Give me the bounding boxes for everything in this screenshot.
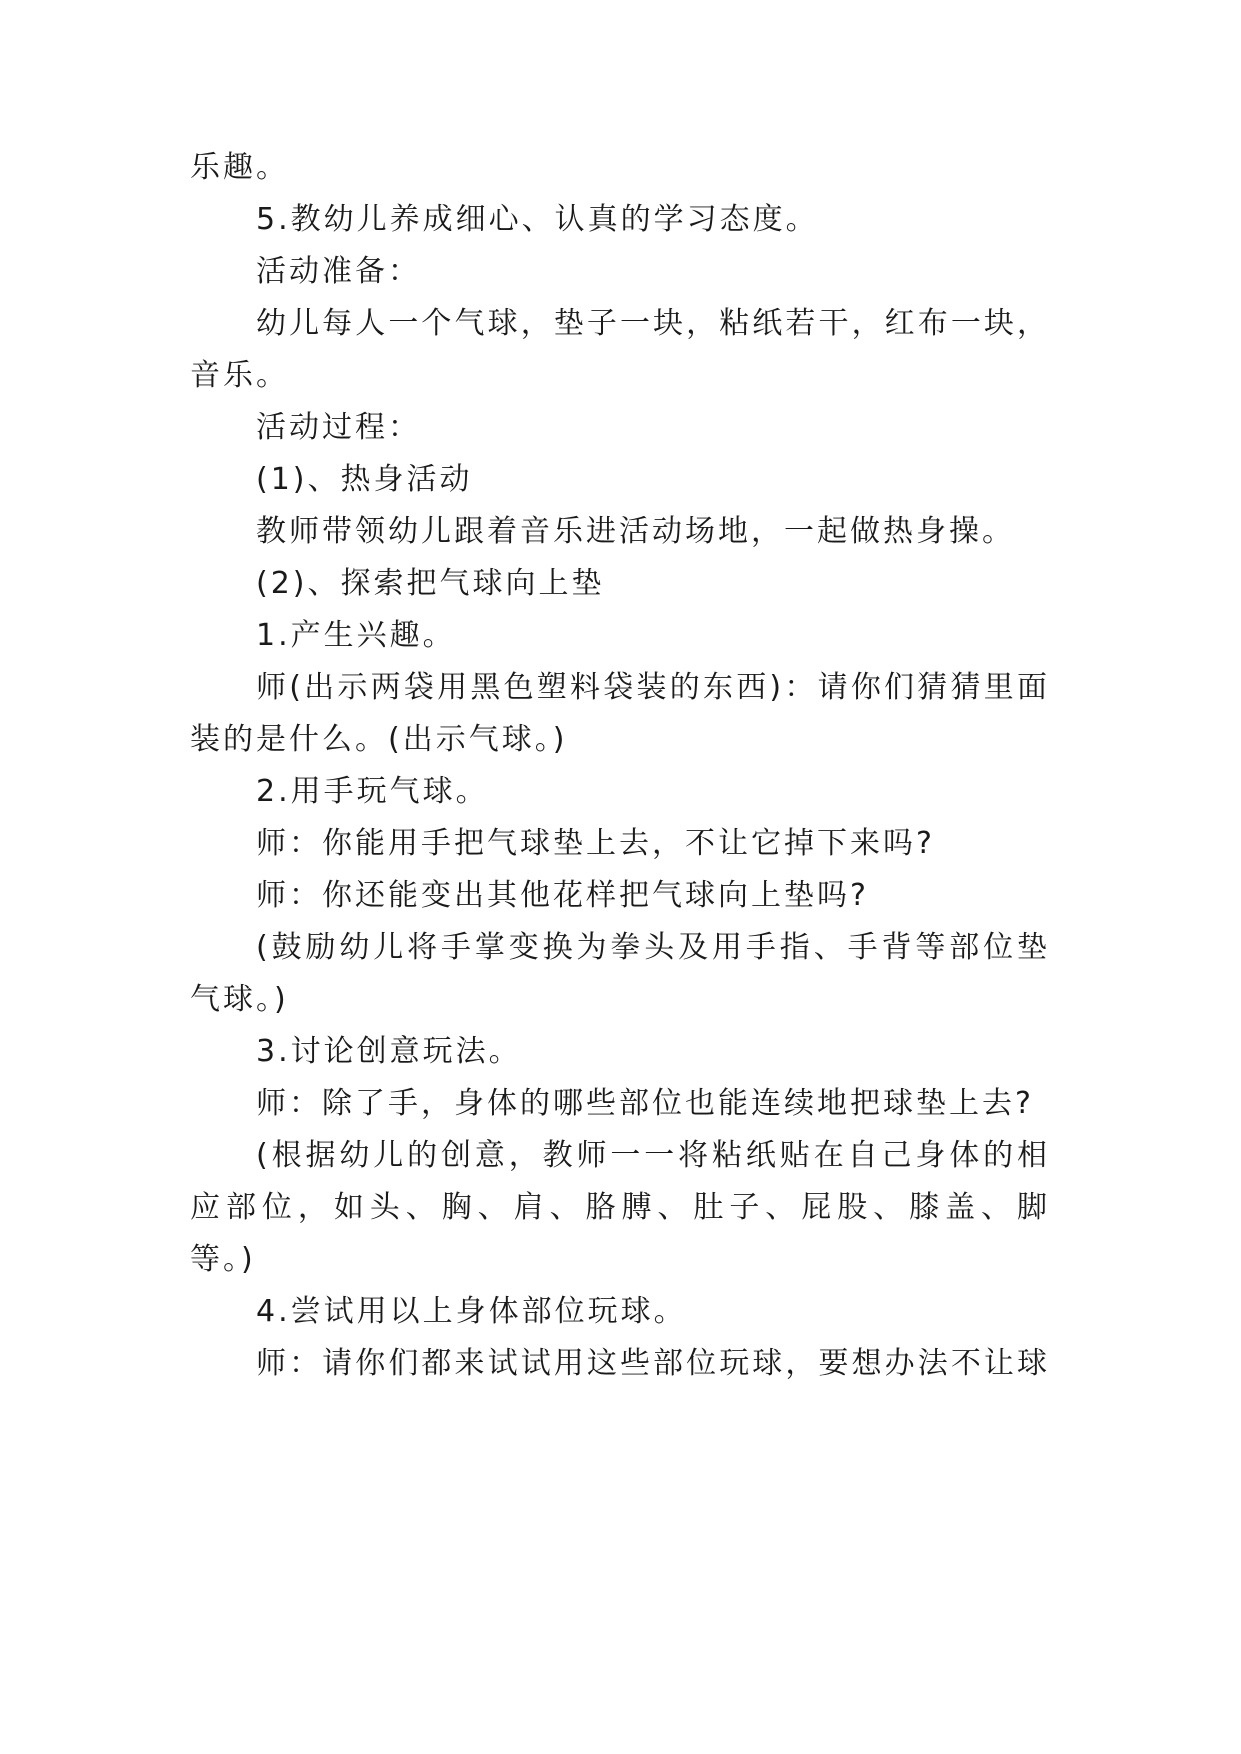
encouragement-note-end: 气球。) xyxy=(190,982,289,1017)
substep-1-text-end: 装的是什么。(出示气球。) xyxy=(190,722,568,757)
preparation-text: 幼儿每人一个气球，垫子一块，粘纸若干，红布一块， xyxy=(256,306,1050,341)
substep-3-heading: 3.讨论创意玩法。 xyxy=(256,1034,522,1069)
step-1-heading: (1)、热身活动 xyxy=(256,462,473,497)
teacher-question-1: 师：你能用手把气球垫上去，不让它掉下来吗? xyxy=(256,826,935,861)
teacher-instruction: 师：请你们都来试试用这些部位玩球，要想办法不让球 xyxy=(256,1346,1050,1381)
creative-note-continued: 应部位，如头、胸、肩、胳膊、肚子、屁股、膝盖、脚 xyxy=(190,1190,1050,1225)
creative-note-end: 等。) xyxy=(190,1242,256,1277)
step-2-heading: (2)、探索把气球向上垫 xyxy=(256,566,605,601)
encouragement-note: (鼓励幼儿将手掌变换为拳头及用手指、手背等部位垫 xyxy=(256,930,1050,965)
substep-2-heading: 2.用手玩气球。 xyxy=(256,774,489,809)
creative-note: (根据幼儿的创意，教师一一将粘纸贴在自己身体的相 xyxy=(256,1138,1050,1173)
teacher-question-3: 师：除了手，身体的哪些部位也能连续地把球垫上去? xyxy=(256,1086,1034,1121)
text-line-continuation: 乐趣。 xyxy=(190,150,289,185)
preparation-text-end: 音乐。 xyxy=(190,358,289,393)
substep-1-text: 师(出示两袋用黑色塑料袋装的东西)：请你们猜猜里面 xyxy=(256,670,1050,705)
substep-1-heading: 1.产生兴趣。 xyxy=(256,618,456,653)
step-1-text: 教师带领幼儿跟着音乐进活动场地，一起做热身操。 xyxy=(256,514,1015,549)
section-heading-preparation: 活动准备： xyxy=(256,254,421,289)
teacher-question-2: 师：你还能变出其他花样把气球向上垫吗? xyxy=(256,878,869,913)
substep-4-heading: 4.尝试用以上身体部位玩球。 xyxy=(256,1294,687,1329)
objective-5: 5.教幼儿养成细心、认真的学习态度。 xyxy=(256,202,819,237)
section-heading-process: 活动过程： xyxy=(256,410,421,445)
